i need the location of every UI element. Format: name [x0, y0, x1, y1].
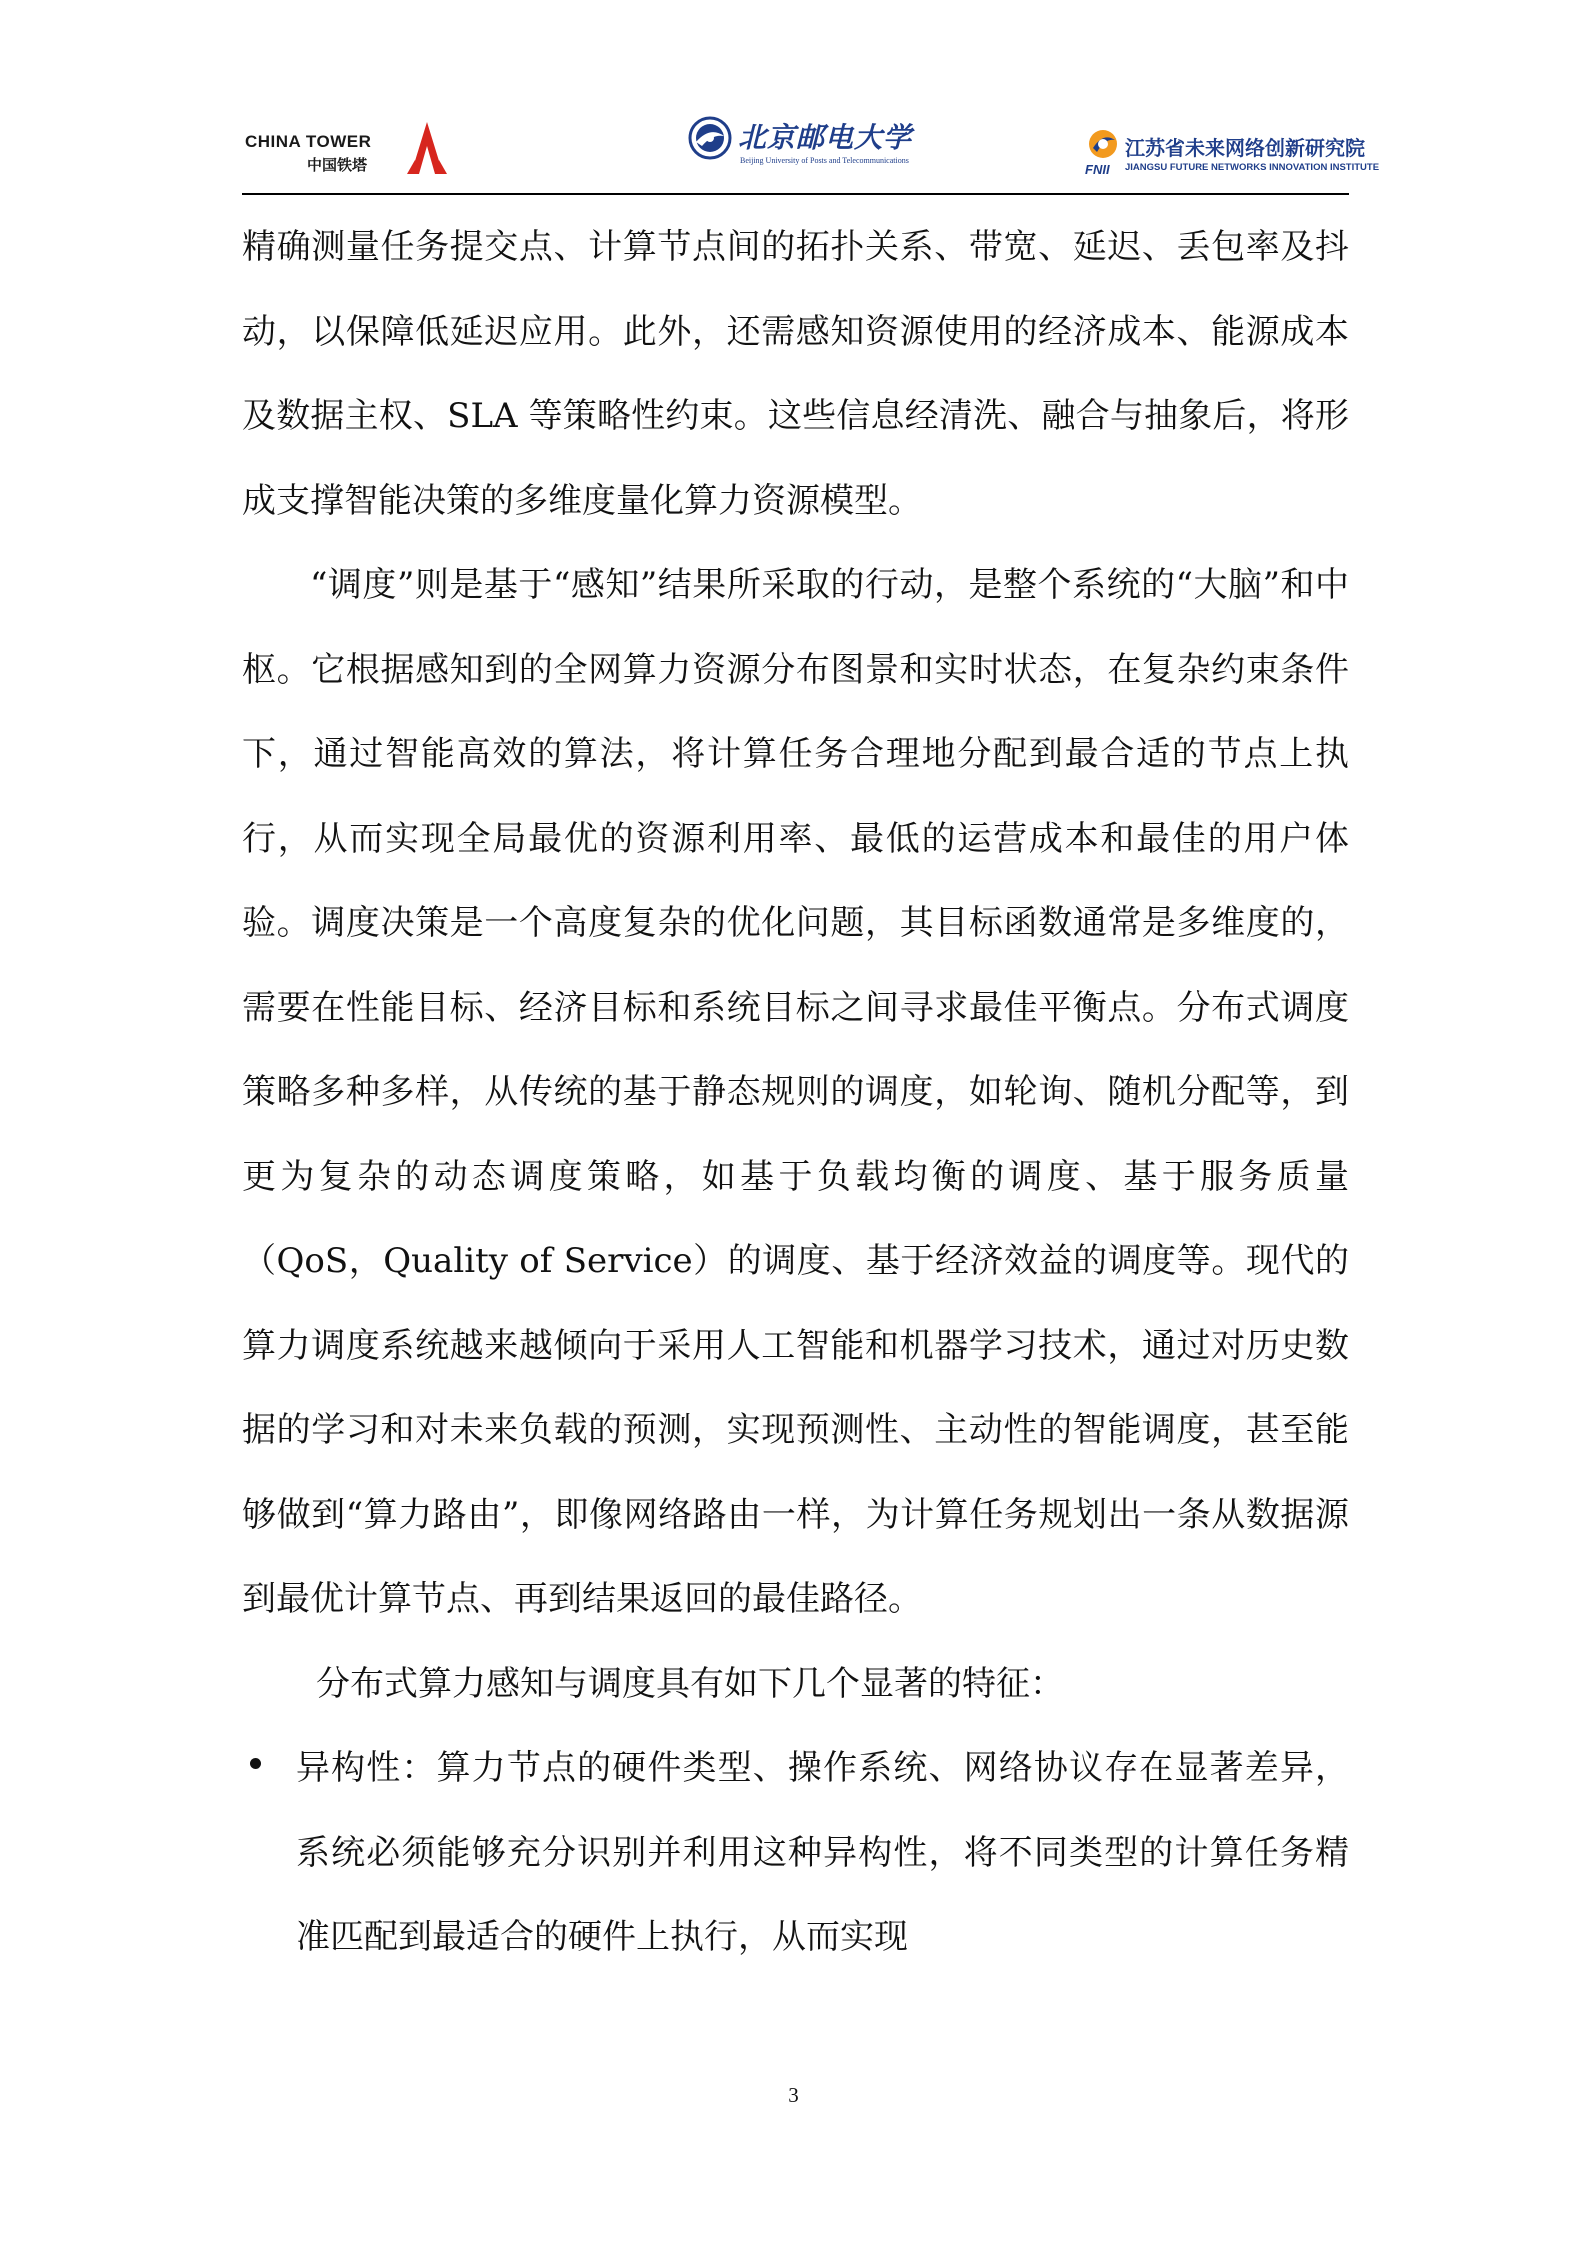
fnii-logo [1085, 128, 1380, 184]
china-tower-mark-icon [405, 120, 449, 176]
fnii-mark-icon [1087, 128, 1119, 160]
fnii-name-en: JIANGSU FUTURE NETWORKS INNOVATION INSTITUTE [1125, 162, 1380, 173]
bullet-dot-icon [250, 1758, 261, 1769]
page-number: 3 [788, 2083, 799, 2107]
list-item-text: 异构性：算力节点的硬件类型、操作系统、网络协议存在显著差异，系统必须能够充分识别并利用这种异构性，将不同类型的计算任务精准匹配到最适合的硬件上执行，从而实现 [296, 1748, 1349, 1957]
bupt-name-zh: 北京邮电大学 [738, 121, 913, 154]
page-header [0, 0, 1587, 200]
header-divider [242, 193, 1349, 195]
bupt-emblem-icon [688, 116, 732, 160]
paragraph-3: 分布式算力感知与调度具有如下几个显著的特征： [316, 1663, 1064, 1704]
bupt-logo [688, 108, 913, 178]
paragraph-2: “调度”则是基于“感知”结果所采取的行动，是整个系统的“大脑”和中枢。它根据感知到的全网算力资源分布图景和实时状态，在复杂约束条件下，通过智能高效的算法，将计算任务合理地分配到最合适的节点上执行，从而实现全局最优的资源利用率、最低的运营成本和最佳的用户体验。调度决策是一个高度复杂的优化问题，其目标函数通常是多维度的，需要在性能目标、经济目标和系统目标之间寻求最佳平衡点。分布式调度策略多种多样，从传统的基于静态规则的调度，如轮询、随机分配等，到更为复杂的动态调度策略，如基于负载均衡的调度、基于服务质量（QoS，Quality of Service）的调度、基于经济效益的调度等。现代的算力调度系统越来越倾向于采用人工智能和机器学习技术，通过对历史数据的学习和对未来负载的预测，实现预测性、主动性的智能调度，甚至能够做到“算力路由”，即像网络路由一样，为计算任务规划出一条从数据源到最优计算节点、再到结果返回的最佳路径。 [242, 565, 1349, 1619]
china-tower-name-en: CHINA TOWER [245, 132, 372, 151]
feature-list [166, 1726, 1349, 1980]
fnii-abbr: FNII [1085, 162, 1110, 177]
bupt-name-en: Beijing University of Posts and Telecommunications [740, 156, 909, 165]
list-item [166, 1726, 1349, 1980]
fnii-name-zh: 江苏省未来网络创新研究院 [1125, 138, 1365, 160]
china-tower-logo [245, 118, 450, 178]
paragraph-1: 精确测量任务提交点、计算节点间的拓扑关系、带宽、延迟、丢包率及抖动，以保障低延迟应用。此外，还需感知资源使用的经济成本、能源成本及数据主权、SLA 等策略性约束。这些信息经清洗、融合与抽象后，将形成支撑智能决策的多维度量化算力资源模型。 [242, 227, 1349, 521]
document-body [242, 205, 1349, 1980]
china-tower-name-zh: 中国铁塔 [307, 157, 368, 174]
